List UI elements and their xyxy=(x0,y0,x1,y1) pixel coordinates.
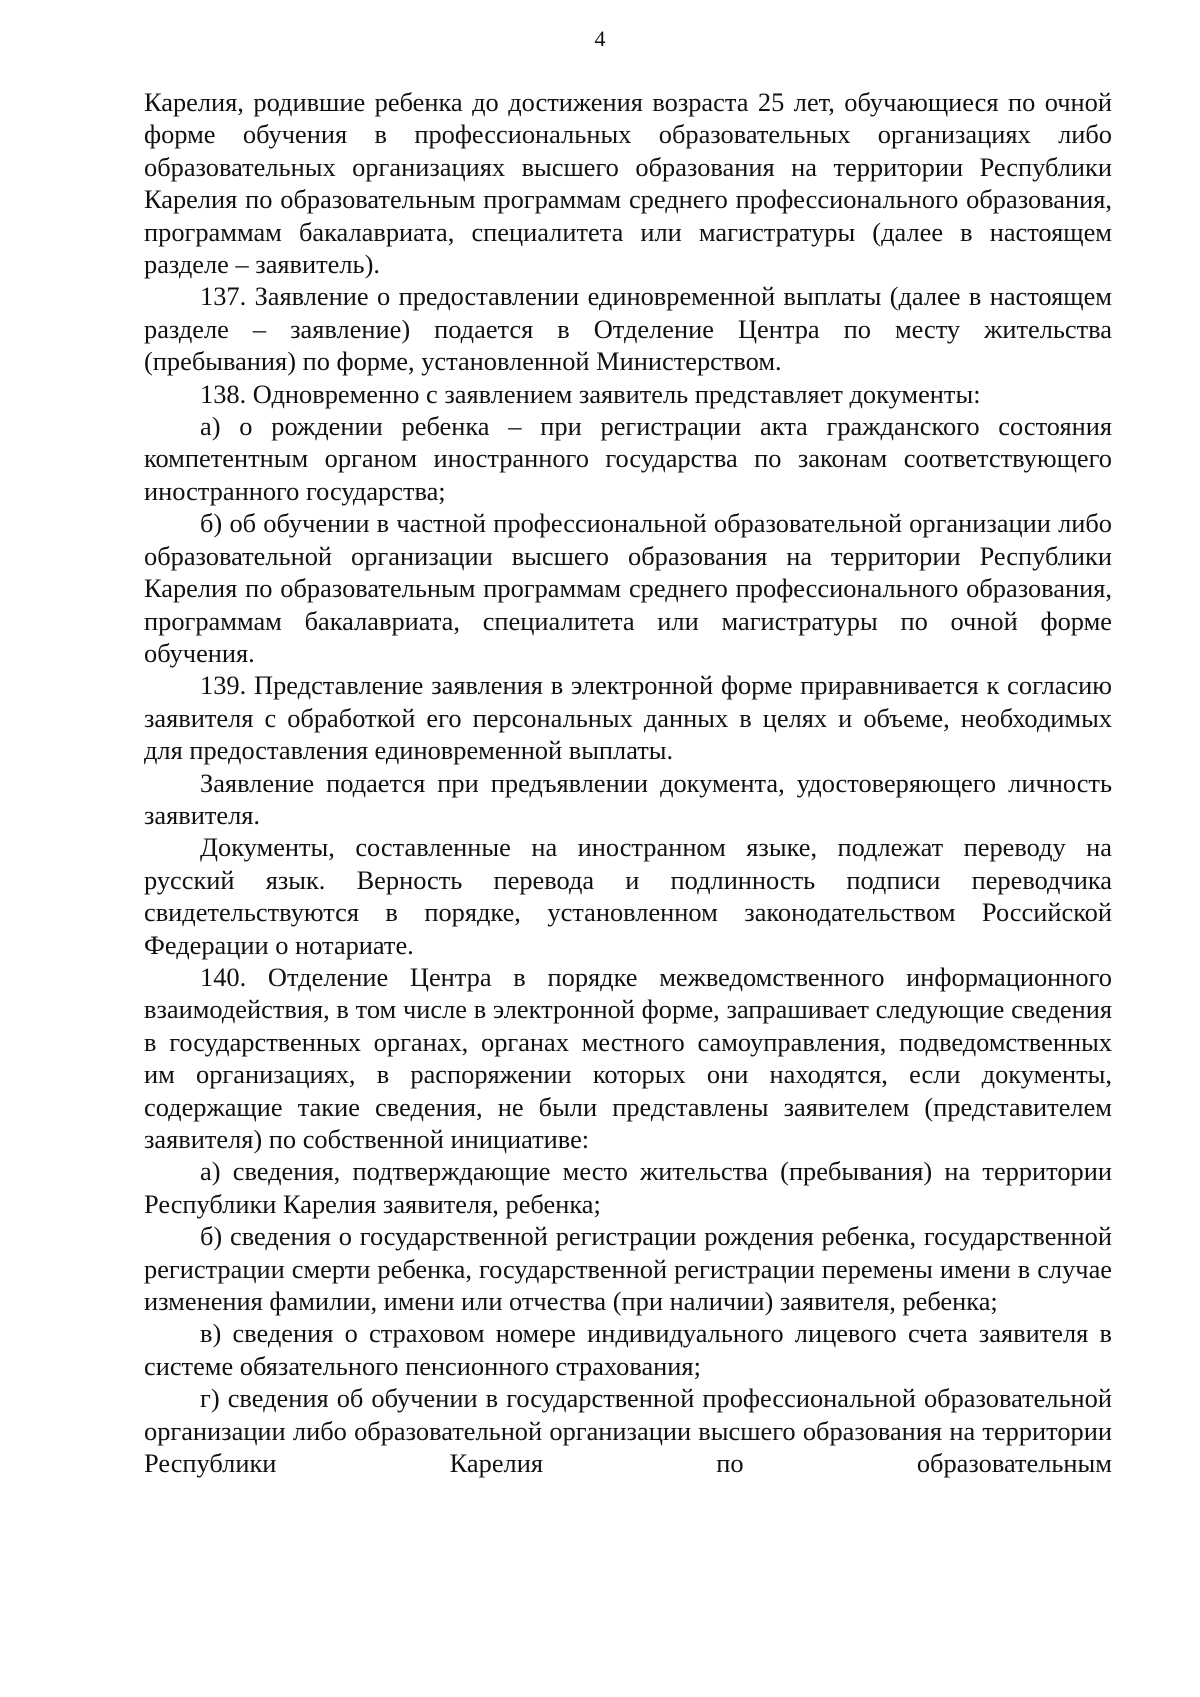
paragraph-139-identity: Заявление подается при предъявлении документа, удостоверяющего личность заявителя. xyxy=(144,767,1112,830)
document-body xyxy=(144,86,1112,1479)
paragraph-140-item-v: в) сведения о страховом номере индивидуального лицевого счета заявителя в системе обязательного пенсионного страхования; xyxy=(144,1318,1112,1381)
paragraph-140-item-a: а) сведения, подтверждающие место жительства (пребывания) на территории Республики Карелия заявителя, ребенка; xyxy=(144,1156,1112,1219)
paragraph-137: 137. Заявление о предоставлении единовременной выплаты (далее в настоящем разделе – заявление) подается в Отделение Центра по месту жительства (пребывания) по форме, установленной Министерством. xyxy=(144,281,1112,377)
paragraph-138-item-a: а) о рождении ребенка – при регистрации акта гражданского состояния компетентным органом иностранного государства по законам соответствующего иностранного государства; xyxy=(144,411,1112,506)
paragraph-139: 139. Представление заявления в электронной форме приравнивается к согласию заявителя с обработкой его персональных данных в целях и объеме, необходимых для предоставления единовременной выплаты. xyxy=(144,670,1112,766)
paragraph-138-item-b: б) об обучении в частной профессиональной образовательной организации либо образовательной организации высшего образования на территории Республики Карелия по образовательным программам среднего профессионального образования, программам бакалавриата, специалитета или магистратуры по очной форме обучения. xyxy=(144,508,1112,668)
paragraph-continuation: Карелия, родившие ребенка до достижения возраста 25 лет, обучающиеся по очной форме обучения в профессиональных образовательных организациях либо образовательных организациях высшего образования на территории Республики Карелия по образовательным программам среднего профессионального образования, программам бакалавриата, специалитета или магистратуры (далее в настоящем разделе – заявитель). xyxy=(144,87,1112,280)
paragraph-140-item-b: б) сведения о государственной регистрации рождения ребенка, государственной регистрации смерти ребенка, государственной регистрации перемены имени в случае изменения фамилии, имени или отчества (при наличии) заявителя, ребенка; xyxy=(144,1221,1112,1317)
paragraph-140: 140. Отделение Центра в порядке межведомственного информационного взаимодействия, в том числе в электронной форме, запрашивает следующие сведения в государственных органах, органах местного самоуправления, подведомственных им организациях, в распоряжении которых они находятся, если документы, содержащие такие сведения, не были представлены заявителем (представителем заявителя) по собственной инициативе: xyxy=(144,961,1112,1154)
page-number: 4 xyxy=(594,26,606,51)
paragraph-138: 138. Одновременно с заявлением заявитель представляет документы: xyxy=(200,378,981,409)
paragraph-140-item-g: г) сведения об обучении в государственной профессиональной образовательной организации либо образовательной организации высшего образования на территории Республики Карелия по образовательным xyxy=(144,1383,1112,1479)
paragraph-139-translation: Документы, составленные на иностранном языке, подлежат переводу на русский язык. Верность перевода и подлинность подписи переводчика свидетельствуются в порядке, установленном законодательством Российской Федерации о нотариате. xyxy=(144,832,1112,960)
